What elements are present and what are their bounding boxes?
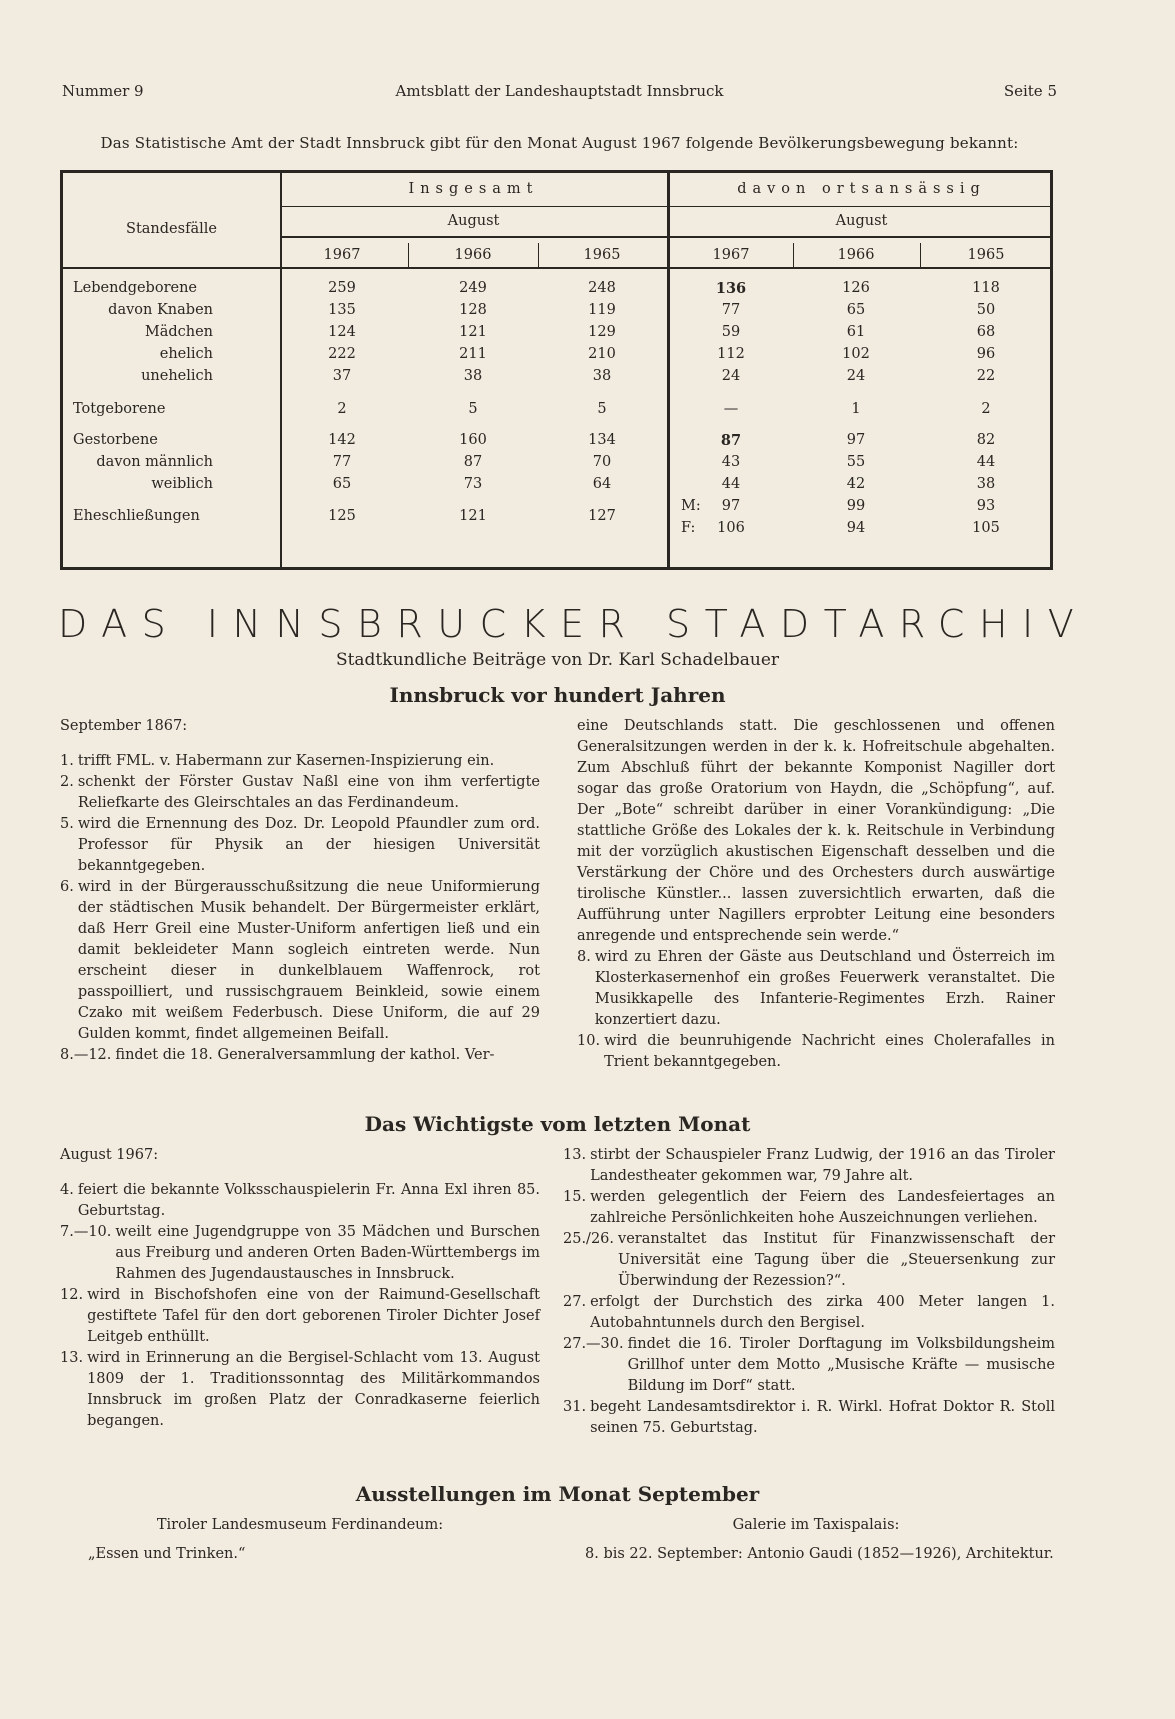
divider-year — [538, 243, 539, 267]
cell-local: 118 — [972, 280, 1000, 296]
item-text: begeht Landesamtsdirektor i. R. Wirkl. Hofrat Doktor R. Stoll seinen 75. Geburtstag. — [590, 1399, 1055, 1436]
section2-left-column — [60, 1145, 540, 1432]
page-number: Seite 5 — [1003, 82, 1057, 100]
item-text: werden gelegentlich der Feiern des Landesfeiertages an zahlreiche Persönlichkeiten hohe Auszeichnungen verliehen. — [590, 1189, 1055, 1226]
exhibition-venue-gallery: Galerie im Taxispalais: — [732, 1517, 900, 1533]
list-item — [60, 1222, 540, 1285]
section-heading-100-years: Innsbruck vor hundert Jahren — [389, 683, 726, 707]
exhibition-venue-museum: Tiroler Landesmuseum Ferdinandeum: — [156, 1517, 444, 1533]
marriage-sex-label: F: — [681, 520, 696, 536]
cell-local: 44 — [721, 476, 741, 492]
section-heading-last-month: Das Wichtigste vom letzten Monat — [364, 1112, 751, 1136]
cell-local: 77 — [721, 302, 741, 318]
item-text: wird in Bischofshofen eine von der Raimund-Gesellschaft gestiftete Tafel für den dort geborenen Tiroler Dichter Josef Leitgeb enthüllt. — [87, 1287, 540, 1345]
item-text: trifft FML. v. Habermann zur Kasernen-Inspizierung ein. — [77, 753, 495, 769]
stub-header: Standesfälle — [126, 221, 217, 237]
year-header: 1966 — [837, 247, 875, 263]
section1-right-column — [577, 716, 1055, 1073]
item-number: 12. — [60, 1287, 84, 1303]
list-item — [60, 1285, 540, 1348]
row-label: Lebendgeborene — [73, 280, 198, 296]
cell-local-m: 99 — [846, 498, 866, 514]
marriage-sex-label: M: — [681, 498, 701, 514]
cell-total: 38 — [463, 368, 483, 384]
cell-total: 119 — [588, 302, 616, 318]
cell-total: 134 — [588, 432, 616, 448]
statistics-table — [60, 170, 1053, 570]
cell-local: 59 — [721, 324, 741, 340]
divider-year — [408, 243, 409, 267]
cell-local-f: 105 — [972, 520, 1000, 536]
item-text: erfolgt der Durchstich des zirka 400 Meter langen 1. Autobahntunnels durch den Bergisel. — [590, 1294, 1055, 1331]
exhibition-gallery-text: 8. bis 22. September: Antonio Gaudi (1852—1926), Architektur. — [585, 1546, 1054, 1562]
list-item — [60, 877, 540, 1045]
item-number: 2. — [60, 774, 74, 790]
month-total: August — [447, 213, 500, 229]
section2-right-items — [563, 1145, 1055, 1439]
list-item — [577, 1031, 1055, 1073]
cell-local: 24 — [721, 368, 741, 384]
cell-total: 5 — [597, 401, 607, 417]
item-text: feiert die bekannte Volksschauspielerin Fr. Anna Exl ihren 85. Geburtstag. — [77, 1182, 540, 1219]
cell-total: 135 — [328, 302, 356, 318]
item-number: 31. — [563, 1399, 587, 1415]
statistics-intro: Das Statistische Amt der Stadt Innsbruck gibt für den Monat August 1967 folgende Bevölkerungsbewegung bekannt: — [100, 134, 1019, 152]
cell-total: 211 — [459, 346, 487, 362]
list-item — [60, 1045, 540, 1066]
cell-total: 160 — [459, 432, 487, 448]
cell-local: 24 — [846, 368, 866, 384]
cell-total: 121 — [459, 508, 487, 524]
section1-right-items — [577, 947, 1055, 1073]
list-item — [60, 814, 540, 877]
section2-date: August 1967: — [60, 1147, 159, 1163]
cell-local: 126 — [842, 280, 870, 296]
item-text: findet die 16. Tiroler Dorftagung im Volksbildungsheim Grillhof unter dem Motto „Musische Kräfte — musische Bildung im Dorf“ statt. — [627, 1336, 1055, 1394]
year-header: 1966 — [454, 247, 492, 263]
cell-local: 112 — [717, 346, 745, 362]
divider-groups — [667, 173, 670, 567]
cell-total: 210 — [588, 346, 616, 362]
month-local: August — [835, 213, 888, 229]
cell-local: 68 — [976, 324, 996, 340]
cell-total: 248 — [588, 280, 616, 296]
cell-local: 97 — [846, 432, 866, 448]
cell-local-m: 93 — [976, 498, 996, 514]
cell-local: 96 — [976, 346, 996, 362]
cell-total: 128 — [459, 302, 487, 318]
cell-total: 70 — [592, 454, 612, 470]
item-number: 5. — [60, 816, 74, 832]
row-label: Gestorbene — [73, 432, 158, 448]
row-label: ehelich — [159, 346, 213, 362]
cell-local: 44 — [976, 454, 996, 470]
item-number: 27. — [563, 1294, 587, 1310]
item-number: 6. — [60, 879, 74, 895]
cell-total: 124 — [328, 324, 356, 340]
archive-title: DAS INNSBRUCKER STADTARCHIV — [58, 602, 1089, 646]
page-header — [62, 82, 1057, 104]
item-text: wird die beunruhigende Nachricht eines Cholerafalles in Trient bekanntgegeben. — [604, 1033, 1055, 1070]
item-number: 8. — [577, 949, 591, 965]
list-item — [60, 1180, 540, 1222]
cell-total: 259 — [328, 280, 356, 296]
cell-local: 82 — [976, 432, 996, 448]
list-item — [60, 772, 540, 814]
section1-left-column — [60, 716, 540, 1066]
cell-local: 50 — [976, 302, 996, 318]
section1-continuation: eine Deutschlands statt. Die geschlossenen und offenen Generalsitzungen werden in der k. k. Hofreitschule abgehalten. Zum Abschluß führt der bekannte Komponist Nagiller dort sogar das große Oratorium von Haydn, die „Schöpfung“, auf. Der „Bote“ schreibt darüber in einer Vorankündigung: „Die stattliche Größe des Lokales der k. k. Reitschule in Verbindung mit der vorzüglich akustischen Eigenschaft desselben und die Verstärkung der Chöre und des Orchesters durch auswärtige tirolische Künstler... lassen zuversichtlich erwarten, daß die Aufführung unter Nagillers erprobter Leitung eine besonders anregende und entsprechende sein werde.“ — [577, 718, 1055, 944]
cell-local: 87 — [720, 432, 742, 449]
row-label: Mädchen — [144, 324, 213, 340]
item-text: wird die Ernennung des Doz. Dr. Leopold Pfaundler zum ord. Professor für Physik an der hiesigen Universität bekanntgegeben. — [77, 816, 540, 874]
list-item — [563, 1145, 1055, 1187]
item-text: findet die 18. Generalversammlung der kathol. Ver- — [115, 1047, 495, 1063]
item-number: 8.—12. — [60, 1047, 112, 1063]
publication-title: Amtsblatt der Landeshauptstadt Innsbruck — [395, 82, 724, 100]
cell-local: 43 — [721, 454, 741, 470]
item-text: wird in der Bürgerausschußsitzung die neue Uniformierung der städtischen Musik behandelt. Der Bürgermeister erklärt, daß Herr Greil eine Muster-Uniform anfertigen ließ und ein damit bekleideter Mann sogleich eintreten werde. Nun erscheint dieser in dunkelblauem Waffenrock, rot passpoilliert, und russischgrauem Beinkleid, sowie einem Czako mit weißem Federbusch. Diese Uniform, die auf 29 Gulden kommt, findet allgemeinen Beifall. — [77, 879, 540, 1042]
year-header: 1965 — [583, 247, 621, 263]
section2-right-column — [563, 1145, 1055, 1439]
list-item — [563, 1397, 1055, 1439]
cell-total: 38 — [592, 368, 612, 384]
rule-header — [63, 267, 1053, 269]
divider-year — [793, 243, 794, 267]
archive-subtitle: Stadtkundliche Beiträge von Dr. Karl Schadelbauer — [335, 650, 780, 670]
cell-local: 2 — [981, 401, 991, 417]
cell-local: 65 — [846, 302, 866, 318]
cell-total: 64 — [592, 476, 612, 492]
list-item — [563, 1334, 1055, 1397]
item-text: stirbt der Schauspieler Franz Ludwig, der 1916 an das Tiroler Landestheater gekommen war, 79 Jahre alt. — [590, 1147, 1055, 1184]
cell-local: 38 — [976, 476, 996, 492]
item-number: 25./26. — [563, 1231, 615, 1247]
cell-total: 65 — [332, 476, 352, 492]
cell-local: 22 — [976, 368, 996, 384]
year-header: 1965 — [967, 247, 1005, 263]
row-label: Totgeborene — [73, 401, 166, 417]
cell-total: 37 — [332, 368, 352, 384]
list-item — [577, 947, 1055, 1031]
section2-left-items — [60, 1180, 540, 1432]
item-number: 7.—10. — [60, 1224, 112, 1240]
cell-total: 129 — [588, 324, 616, 340]
list-item — [563, 1229, 1055, 1292]
cell-total: 5 — [468, 401, 478, 417]
divider-year — [920, 243, 921, 267]
cell-total: 222 — [328, 346, 356, 362]
cell-total: 77 — [332, 454, 352, 470]
issue-number: Nummer 9 — [62, 82, 144, 100]
section1-date: September 1867: — [60, 718, 188, 734]
cell-total: 142 — [328, 432, 356, 448]
group-total-header: Insgesamt — [408, 181, 539, 197]
list-item — [563, 1187, 1055, 1229]
section-heading-exhibitions: Ausstellungen im Monat September — [355, 1482, 760, 1506]
year-header: 1967 — [323, 247, 361, 263]
list-item — [60, 751, 540, 772]
cell-local: 42 — [846, 476, 866, 492]
cell-total: 2 — [337, 401, 347, 417]
cell-local: — — [723, 401, 739, 417]
item-number: 13. — [563, 1147, 587, 1163]
rule-group — [280, 206, 1053, 207]
item-text: schenkt der Förster Gustav Naßl eine von ihm verfertigte Reliefkarte des Gleirschtales an das Ferdinandeum. — [77, 774, 540, 811]
item-number: 1. — [60, 753, 74, 769]
cell-total: 87 — [463, 454, 483, 470]
section1-left-items — [60, 751, 540, 1066]
cell-total: 73 — [463, 476, 483, 492]
cell-total: 125 — [328, 508, 356, 524]
cell-local: 55 — [846, 454, 866, 470]
cell-total: 249 — [459, 280, 487, 296]
year-header: 1967 — [712, 247, 750, 263]
cell-local-m: 97 — [721, 498, 741, 514]
rule-month — [280, 236, 1053, 238]
item-number: 15. — [563, 1189, 587, 1205]
item-text: weilt eine Jugendgruppe von 35 Mädchen und Burschen aus Freiburg und anderen Orten Baden-Württembergs im Rahmen des Jugendaustausches in Innsbruck. — [115, 1224, 540, 1282]
item-number: 27.—30. — [563, 1336, 624, 1352]
group-local-header: davon ortsansässig — [737, 181, 986, 197]
cell-local: 1 — [851, 401, 861, 417]
cell-total: 121 — [459, 324, 487, 340]
cell-total: 127 — [588, 508, 616, 524]
item-number: 13. — [60, 1350, 84, 1366]
item-text: wird zu Ehren der Gäste aus Deutschland und Österreich im Klosterkasernenhof ein großes Feuerwerk veranstaltet. Die Musikkapelle des Infanterie-Regimentes Erzh. Rainer konzertiert dazu. — [594, 949, 1055, 1028]
list-item — [563, 1292, 1055, 1334]
item-text: veranstaltet das Institut für Finanzwissenschaft der Universität eine Tagung über die „Steuersenkung zur Überwindung der Rezession?“. — [618, 1231, 1055, 1289]
row-label: davon männlich — [96, 454, 213, 470]
item-number: 4. — [60, 1182, 74, 1198]
divider-stub — [280, 173, 282, 567]
row-label: weiblich — [151, 476, 213, 492]
cell-local-f: 94 — [846, 520, 866, 536]
cell-local-f: 106 — [717, 520, 745, 536]
row-label: davon Knaben — [108, 302, 213, 318]
exhibition-museum-text: „Essen und Trinken.“ — [88, 1546, 246, 1562]
cell-local: 136 — [715, 280, 747, 297]
cell-local: 102 — [842, 346, 870, 362]
cell-local: 61 — [846, 324, 866, 340]
row-label: Eheschließungen — [73, 508, 200, 524]
item-number: 10. — [577, 1033, 601, 1049]
item-text: wird in Erinnerung an die Bergisel-Schlacht vom 13. August 1809 der 1. Traditionssonntag des Militärkommandos Innsbruck im großen Platz der Conradkaserne feierlich begangen. — [87, 1350, 540, 1429]
list-item — [60, 1348, 540, 1432]
row-label: unehelich — [141, 368, 213, 384]
